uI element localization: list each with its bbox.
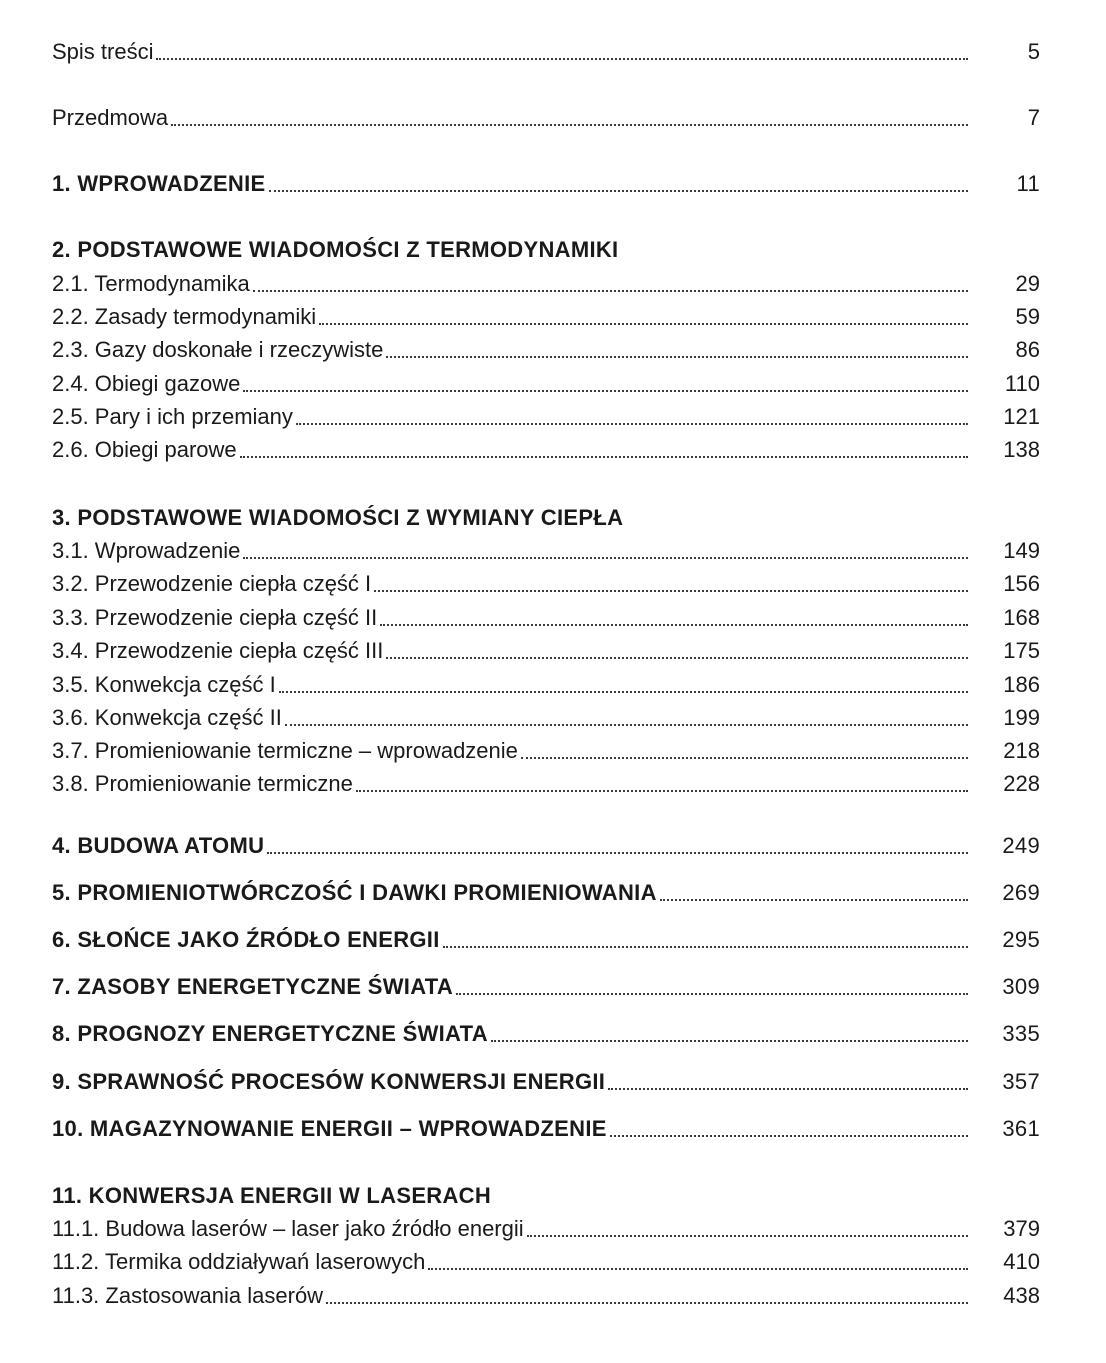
toc-chapter[interactable] <box>52 875 1040 907</box>
toc-chapter[interactable] <box>52 969 1040 1001</box>
toc-chapter-title: 11. KONWERSJA ENERGII W LASERACH <box>52 1183 492 1208</box>
dot-leader <box>491 1020 968 1048</box>
toc-section-page: 228 <box>1003 771 1040 796</box>
toc-entry[interactable] <box>52 100 1040 132</box>
dot-leader <box>156 38 968 66</box>
toc-section[interactable] <box>52 733 1040 765</box>
dot-leader <box>374 570 968 598</box>
toc-section-page: 110 <box>1004 371 1040 396</box>
toc-section-page: 175 <box>1003 638 1040 663</box>
toc-section-page: 199 <box>1003 705 1040 730</box>
toc-chapter-page: 361 <box>1002 1116 1040 1141</box>
dot-leader <box>243 537 968 565</box>
toc-section-page: 86 <box>1015 337 1040 362</box>
toc-section-title: 3.3. Przewodzenie ciepła część II <box>52 605 378 630</box>
dot-leader <box>386 637 968 665</box>
toc-section-page: 438 <box>1003 1283 1040 1308</box>
toc-section-page: 156 <box>1003 571 1040 596</box>
dot-leader <box>527 1215 968 1243</box>
dot-leader <box>285 704 968 732</box>
toc-entry-title: Przedmowa <box>52 105 169 130</box>
dot-leader <box>243 370 968 398</box>
toc-section-title: 3.4. Przewodzenie ciepła część III <box>52 638 384 663</box>
toc-section[interactable] <box>52 766 1040 798</box>
toc-section[interactable] <box>52 566 1040 598</box>
dot-leader <box>660 879 968 907</box>
toc-chapter-page: 295 <box>1002 927 1040 952</box>
toc-chapter-page: 249 <box>1002 833 1040 858</box>
toc-section-page: 168 <box>1003 605 1040 630</box>
toc-section[interactable] <box>52 432 1040 464</box>
toc-chapter-title: 9. SPRAWNOŚĆ PROCESÓW KONWERSJI ENERGII <box>52 1069 606 1094</box>
dot-leader <box>269 170 968 198</box>
dot-leader <box>608 1068 968 1096</box>
toc-entry-page: 5 <box>1027 39 1040 64</box>
toc-chapter-page: 269 <box>1002 880 1040 905</box>
toc-chapter-page: 335 <box>1002 1021 1040 1046</box>
toc-chapter-title: 5. PROMIENIOTWÓRCZOŚĆ I DAWKI PROMIENIOWANIA <box>52 880 657 905</box>
toc-chapter-page: 309 <box>1002 974 1040 999</box>
dot-leader <box>386 336 968 364</box>
toc-section[interactable] <box>52 1278 1040 1310</box>
toc-chapter-heading[interactable] <box>52 1178 1040 1210</box>
toc-section-title: 2.1. Termodynamika <box>52 271 250 296</box>
toc-section-title: 3.5. Konwekcja część I <box>52 672 276 697</box>
toc-section-page: 59 <box>1015 304 1040 329</box>
toc-section[interactable] <box>52 332 1040 364</box>
dot-leader <box>240 436 968 464</box>
toc-section[interactable] <box>52 633 1040 665</box>
toc-chapter[interactable] <box>52 1064 1040 1096</box>
toc-section[interactable] <box>52 366 1040 398</box>
toc-chapter[interactable] <box>52 1016 1040 1048</box>
toc-section-title: 11.2. Termika oddziaływań laserowych <box>52 1249 426 1274</box>
toc-chapter-heading[interactable] <box>52 500 1040 532</box>
toc-section-page: 149 <box>1003 538 1040 563</box>
dot-leader <box>356 770 968 798</box>
dot-leader <box>253 270 968 298</box>
toc-chapter-title: 7. ZASOBY ENERGETYCZNE ŚWIATA <box>52 974 454 999</box>
toc-section-title: 11.3. Zastosowania laserów <box>52 1283 324 1308</box>
toc-section-page: 121 <box>1003 404 1040 429</box>
toc-section-page: 186 <box>1003 672 1040 697</box>
dot-leader <box>319 303 968 331</box>
toc-section[interactable] <box>52 600 1040 632</box>
toc-section-title: 2.6. Obiegi parowe <box>52 437 237 462</box>
toc-chapter[interactable] <box>52 828 1040 860</box>
toc-chapter-title: 3. PODSTAWOWE WIADOMOŚCI Z WYMIANY CIEPŁA <box>52 505 624 530</box>
dot-leader <box>279 671 968 699</box>
toc-chapter[interactable] <box>52 922 1040 954</box>
toc-chapter-title: 4. BUDOWA ATOMU <box>52 833 265 858</box>
toc-chapter-title: 10. MAGAZYNOWANIE ENERGII – WPROWADZENIE <box>52 1116 607 1141</box>
toc-section-title: 11.1. Budowa laserów – laser jako źródło energii <box>52 1216 524 1241</box>
toc-section-title: 2.2. Zasady termodynamiki <box>52 304 317 329</box>
toc-section[interactable] <box>52 299 1040 331</box>
dot-leader <box>267 832 968 860</box>
toc-section-title: 3.8. Promieniowanie termiczne <box>52 771 353 796</box>
toc-section-title: 3.7. Promieniowanie termiczne – wprowadzenie <box>52 738 518 763</box>
toc-chapter-page: 357 <box>1002 1069 1040 1094</box>
dot-leader <box>380 604 968 632</box>
toc-chapter[interactable] <box>52 166 1040 198</box>
toc-section[interactable] <box>52 399 1040 431</box>
toc-section[interactable] <box>52 667 1040 699</box>
dot-leader <box>456 973 968 1001</box>
toc-section-title: 3.1. Wprowadzenie <box>52 538 241 563</box>
dot-leader <box>326 1282 968 1310</box>
dot-leader <box>443 926 968 954</box>
toc-section[interactable] <box>52 1211 1040 1243</box>
dot-leader <box>521 737 968 765</box>
toc-section-page: 379 <box>1003 1216 1040 1241</box>
toc-chapter-heading[interactable] <box>52 232 1040 264</box>
toc-chapter-title: 1. WPROWADZENIE <box>52 171 266 196</box>
toc-entry-title: Spis treści <box>52 39 154 64</box>
toc-chapter-title: 8. PROGNOZY ENERGETYCZNE ŚWIATA <box>52 1021 488 1046</box>
dot-leader <box>610 1115 968 1143</box>
toc-section-title: 2.5. Pary i ich przemiany <box>52 404 293 429</box>
toc-chapter-title: 2. PODSTAWOWE WIADOMOŚCI Z TERMODYNAMIKI <box>52 237 619 262</box>
toc-section[interactable] <box>52 533 1040 565</box>
toc-chapter[interactable] <box>52 1111 1040 1143</box>
dot-leader <box>296 403 968 431</box>
toc-section-page: 29 <box>1015 271 1040 296</box>
toc-section[interactable] <box>52 700 1040 732</box>
toc-section-page: 410 <box>1003 1249 1040 1274</box>
toc-entry-page: 7 <box>1027 105 1040 130</box>
toc-section-title: 3.6. Konwekcja część II <box>52 705 282 730</box>
toc-section-title: 2.3. Gazy doskonałe i rzeczywiste <box>52 337 384 362</box>
toc-section-title: 3.2. Przewodzenie ciepła część I <box>52 571 372 596</box>
dot-leader <box>171 104 968 132</box>
toc-section[interactable] <box>52 1244 1040 1276</box>
toc-section-page: 218 <box>1003 738 1040 763</box>
toc-section-page: 138 <box>1003 437 1040 462</box>
dot-leader <box>428 1248 968 1276</box>
toc-chapter-title: 6. SŁOŃCE JAKO ŹRÓDŁO ENERGII <box>52 927 440 952</box>
toc-chapter-page: 11 <box>1016 171 1040 196</box>
toc-entry[interactable] <box>52 34 1040 66</box>
toc-section[interactable] <box>52 266 1040 298</box>
toc-section-title: 2.4. Obiegi gazowe <box>52 371 241 396</box>
